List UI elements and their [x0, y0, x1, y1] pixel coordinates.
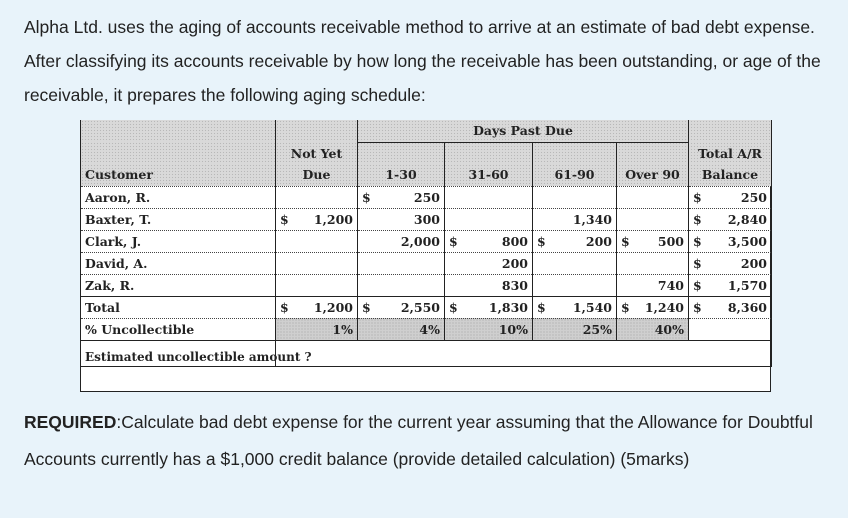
currency-sign: $	[537, 299, 546, 315]
customer-header: Customer	[81, 164, 276, 186]
amount: 1,570	[727, 277, 767, 293]
currency-sign: $	[362, 189, 371, 205]
cell-over-90	[617, 208, 689, 230]
currency-sign: $	[537, 233, 546, 249]
amount: 1,200	[313, 211, 353, 227]
cell-over-90	[617, 252, 689, 274]
aging-schedule-table	[80, 120, 772, 367]
cell-not-yet	[276, 274, 358, 296]
table-row	[81, 186, 772, 208]
cell-61-90	[533, 186, 617, 208]
customer-name: David, A.	[81, 252, 276, 274]
cell-over-90	[617, 230, 689, 252]
customer-name: Zak, R.	[81, 274, 276, 296]
header-row-1	[81, 120, 772, 142]
days-1-30-header: 1-30	[358, 164, 445, 186]
amount: 3,500	[727, 233, 767, 249]
required-paragraph	[24, 404, 824, 478]
amount: 250	[413, 189, 440, 205]
amount: 800	[501, 233, 528, 249]
header-row-2	[81, 142, 772, 164]
not-yet-header-line2: Due	[276, 164, 358, 186]
cell-over-90	[617, 274, 689, 296]
total-not-yet: 1,200	[313, 299, 353, 315]
amount: 500	[657, 233, 684, 249]
customer-name: Clark, J.	[81, 230, 276, 252]
customer-name: Aaron, R.	[81, 186, 276, 208]
estimated-uncollectible-row	[81, 340, 772, 366]
cell-total-ar	[689, 208, 772, 230]
cell-1-30	[358, 252, 445, 274]
estimated-uncollectible-answer	[276, 340, 772, 366]
cell-total-ar	[689, 230, 772, 252]
table-row	[81, 208, 772, 230]
customer-name: Baxter, T.	[81, 208, 276, 230]
total-61-90: 1,540	[572, 299, 612, 315]
over-90-header: Over 90	[617, 164, 689, 186]
cell-total-ar	[689, 274, 772, 296]
pct-61-90: 25%	[533, 318, 617, 340]
currency-sign: $	[449, 233, 458, 249]
currency-sign: $	[693, 233, 702, 249]
days-61-90-header: 61-90	[533, 164, 617, 186]
cell-not-yet	[276, 208, 358, 230]
cell-total-ar	[689, 252, 772, 274]
total-ar-header-line2: Balance	[689, 164, 772, 186]
days-31-60-header: 31-60	[445, 164, 533, 186]
pct-over-90: 40%	[617, 318, 689, 340]
total-1-30: 2,550	[400, 299, 440, 315]
pct-uncollectible-row	[81, 318, 772, 340]
currency-sign: $	[362, 299, 371, 315]
currency-sign: $	[621, 233, 630, 249]
total-label: Total	[81, 296, 276, 318]
pct-1-30: 4%	[358, 318, 445, 340]
total-ar-balance: 8,360	[727, 299, 767, 315]
amount: 200	[501, 255, 528, 271]
currency-sign: $	[449, 299, 458, 315]
currency-sign: $	[280, 299, 289, 315]
cell-not-yet	[276, 252, 358, 274]
pct-31-60: 10%	[445, 318, 533, 340]
required-text: :Calculate bad debt expense for the current year assuming that the Allowance for Doubtful Accounts currently has a $1,000 credit balance (provide detailed calculation) (5marks)	[24, 412, 813, 469]
cell-31-60	[445, 186, 533, 208]
aging-schedule-table-container	[80, 120, 771, 392]
currency-sign: $	[693, 189, 702, 205]
amount: 250	[740, 189, 767, 205]
amount: 200	[740, 255, 767, 271]
total-ar-header-line1: Total A/R	[689, 142, 772, 164]
cell-31-60	[445, 252, 533, 274]
required-label: REQUIRED	[24, 412, 117, 432]
cell-1-30	[358, 274, 445, 296]
table-row	[81, 252, 772, 274]
currency-sign: $	[693, 277, 702, 293]
cell-61-90	[533, 230, 617, 252]
cell-total-ar	[689, 186, 772, 208]
cell-not-yet	[276, 186, 358, 208]
total-31-60: 1,830	[488, 299, 528, 315]
total-over-90: 1,240	[644, 299, 684, 315]
cell-31-60	[445, 208, 533, 230]
currency-sign: $	[693, 211, 702, 227]
amount: 1,340	[572, 211, 612, 227]
table-row	[81, 274, 772, 296]
amount: 830	[501, 277, 528, 293]
header-row-3	[81, 164, 772, 186]
days-past-due-header: Days Past Due	[358, 120, 689, 142]
amount: 2,000	[400, 233, 440, 249]
not-yet-header-line1: Not Yet	[276, 142, 358, 164]
currency-sign: $	[693, 299, 702, 315]
cell-61-90	[533, 274, 617, 296]
pct-not-yet: 1%	[276, 318, 358, 340]
cell-31-60	[445, 274, 533, 296]
amount: 200	[585, 233, 612, 249]
cell-31-60	[445, 230, 533, 252]
total-row	[81, 296, 772, 318]
intro-paragraph: Alpha Ltd. uses the aging of accounts receivable method to arrive at an estimate of bad debt expense. After classifying its accounts receivable by how long the receivable has been outstanding, or age of the receivable, it prepares the following aging schedule:	[24, 17, 821, 105]
currency-sign: $	[621, 299, 630, 315]
amount: 2,840	[727, 211, 767, 227]
table-row	[81, 230, 772, 252]
cell-1-30	[358, 186, 445, 208]
amount: 740	[657, 277, 684, 293]
cell-1-30	[358, 230, 445, 252]
pct-uncollectible-label: % Uncollectible	[81, 318, 276, 340]
currency-sign: $	[280, 211, 289, 227]
cell-not-yet	[276, 230, 358, 252]
cell-61-90	[533, 208, 617, 230]
cell-1-30	[358, 208, 445, 230]
estimated-uncollectible-label: Estimated uncollectible amount ?	[81, 340, 276, 366]
currency-sign: $	[693, 255, 702, 271]
amount: 300	[413, 211, 440, 227]
cell-over-90	[617, 186, 689, 208]
cell-61-90	[533, 252, 617, 274]
